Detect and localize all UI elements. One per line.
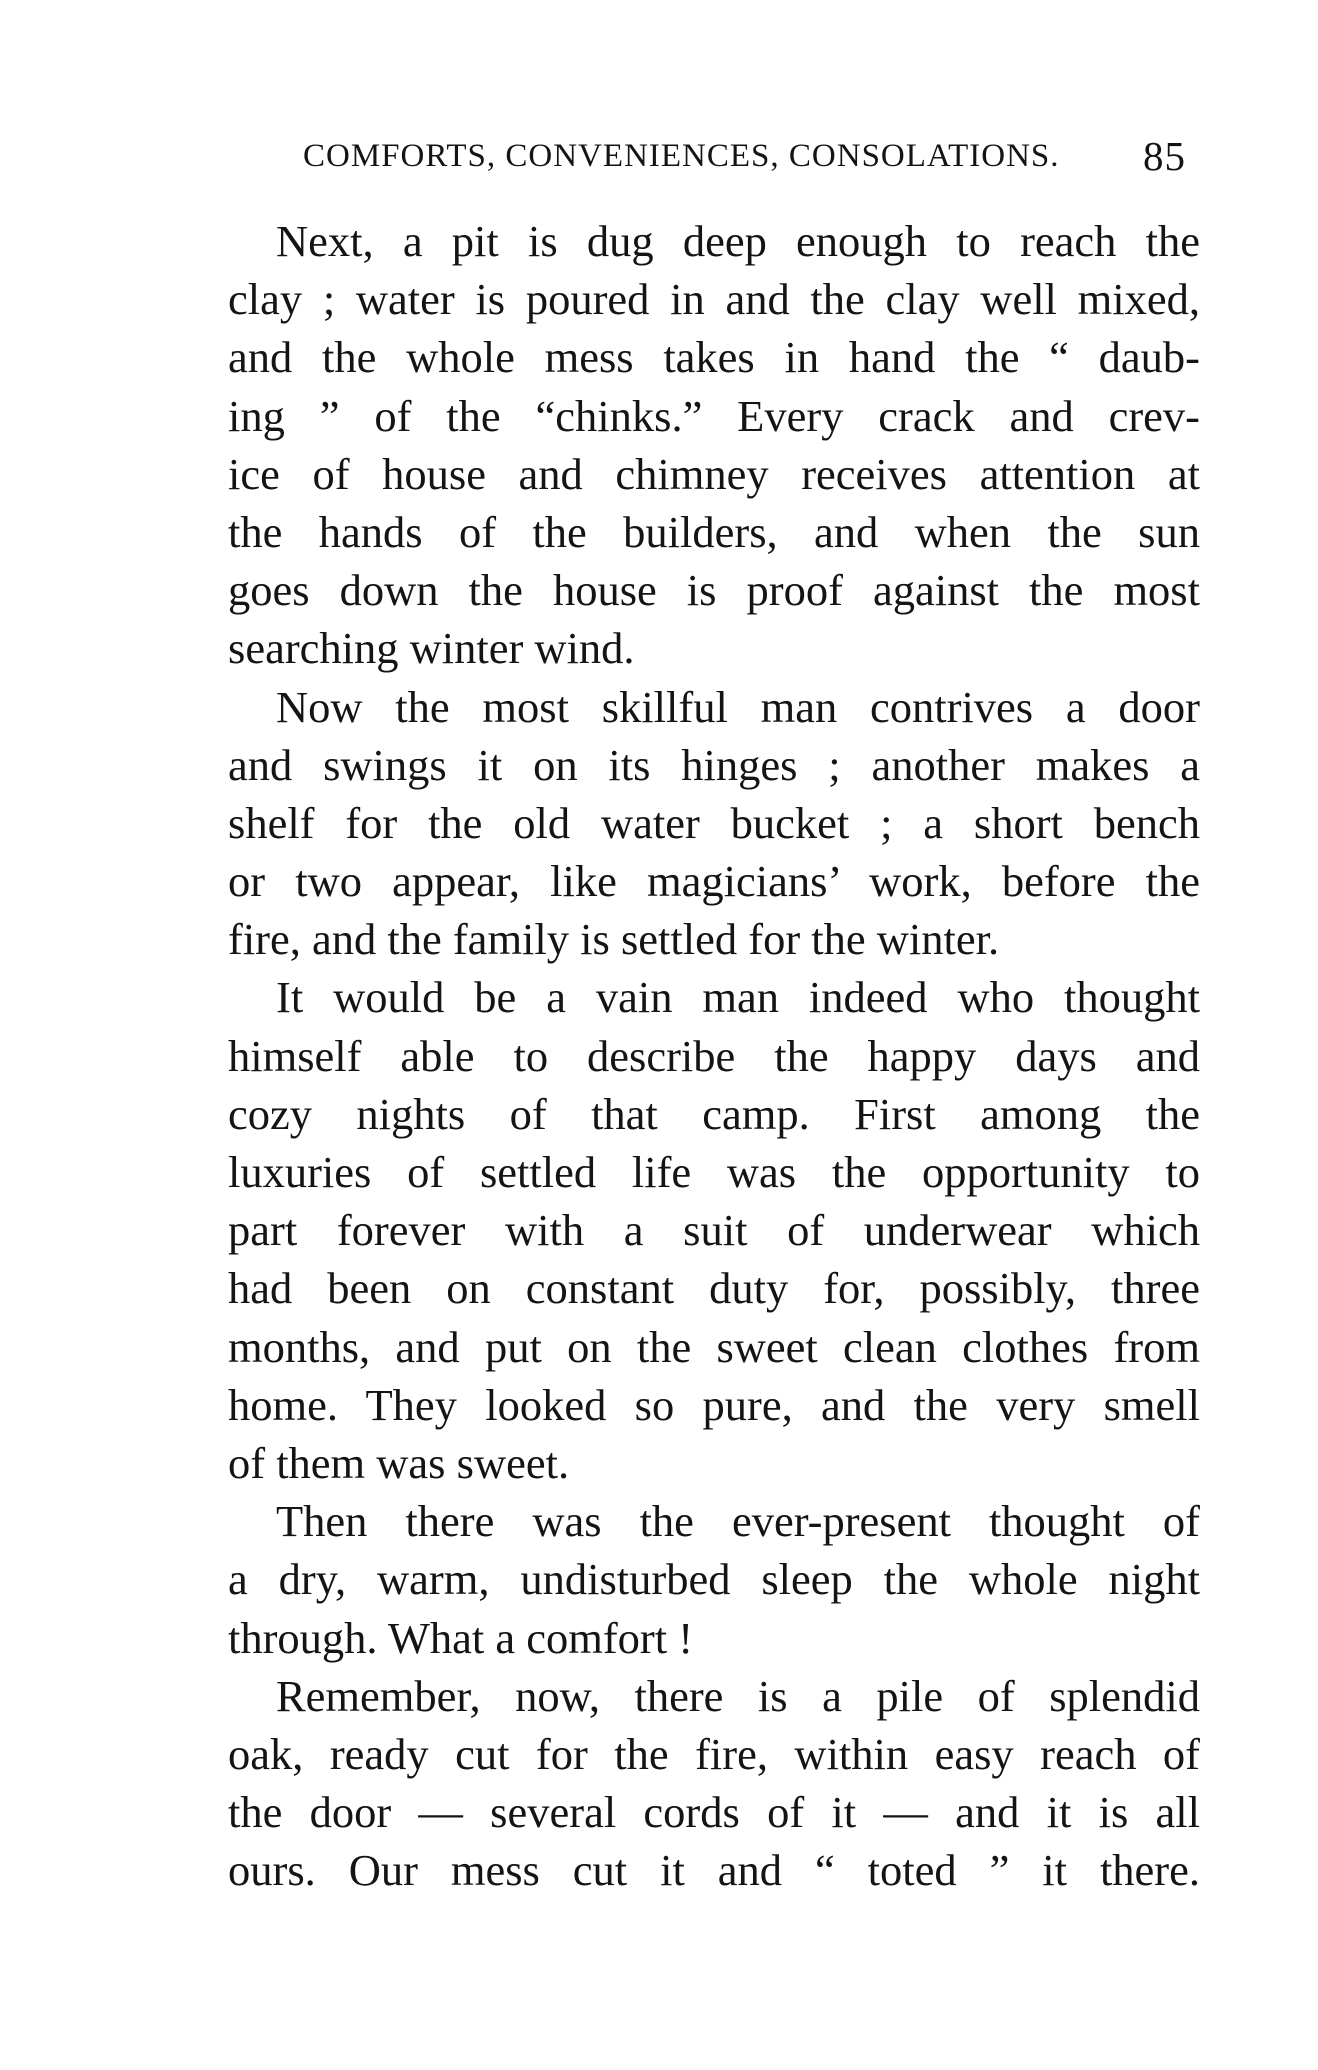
- text-line: Then there was the ever-present thought of: [276, 1496, 1200, 1547]
- text-line: of them was sweet.: [228, 1437, 570, 1488]
- text-line: Next, a pit is dug deep enough to reach the: [276, 216, 1200, 266]
- text-line: goes down the house is proof against the most: [228, 565, 1200, 616]
- text-line: shelf for the old water bucket ; a short bench: [228, 797, 1200, 848]
- text-line: and the whole mess takes in hand the “ daub-: [228, 332, 1200, 383]
- text-line: the hands of the builders, and when the sun: [228, 506, 1200, 557]
- paragraph: [228, 678, 1200, 969]
- text-line: a dry, warm, undisturbed sleep the whole night: [228, 1554, 1200, 1605]
- text-line: Now the most skillful man contrives a door: [276, 681, 1200, 732]
- text-line: months, and put on the sweet clean clothes from: [228, 1321, 1200, 1372]
- text-line: had been on constant duty for, possibly, three: [228, 1263, 1200, 1314]
- text-line: clay ; water is poured in and the clay well mixed,: [228, 274, 1200, 325]
- page-number: 85: [1143, 133, 1186, 179]
- text-line: through. What a comfort !: [228, 1612, 694, 1663]
- text-line: searching winter wind.: [228, 623, 635, 674]
- paragraph: [228, 212, 1200, 678]
- paragraph: [228, 1492, 1200, 1667]
- text-line: home. They looked so pure, and the very smell: [228, 1379, 1200, 1430]
- text-line: part forever with a suit of underwear which: [228, 1205, 1200, 1256]
- text-line: ours. Our mess cut it and “ toted ” it there.: [228, 1845, 1200, 1896]
- text-line: Remember, now, there is a pile of splendid: [276, 1670, 1200, 1721]
- text-line: luxuries of settled life was the opportunity to: [228, 1147, 1200, 1197]
- chapter-title: COMFORTS, CONVENIENCES, CONSOLATIONS.: [303, 138, 1060, 174]
- text-line: and swings it on its hinges ; another makes a: [228, 739, 1200, 790]
- text-line: oak, ready cut for the fire, within easy reach of: [228, 1728, 1200, 1779]
- text-line: cozy nights of that camp. First among the: [228, 1088, 1200, 1139]
- text-line: or two appear, like magicians’ work, before the: [228, 856, 1200, 907]
- paragraph: [228, 968, 1200, 1492]
- text-line: ing ” of the “chinks.” Every crack and crev-: [228, 390, 1200, 441]
- running-head: [228, 128, 1228, 188]
- text-line: fire, and the family is settled for the winter.: [228, 914, 1000, 965]
- text-line: the door — several cords of it — and it is all: [228, 1787, 1200, 1838]
- body-text: [228, 212, 1200, 1899]
- paragraph: [228, 1667, 1200, 1900]
- text-line: It would be a vain man indeed who thought: [276, 972, 1200, 1023]
- text-line: himself able to describe the happy days and: [228, 1030, 1200, 1081]
- text-line: ice of house and chimney receives attention at: [228, 448, 1200, 499]
